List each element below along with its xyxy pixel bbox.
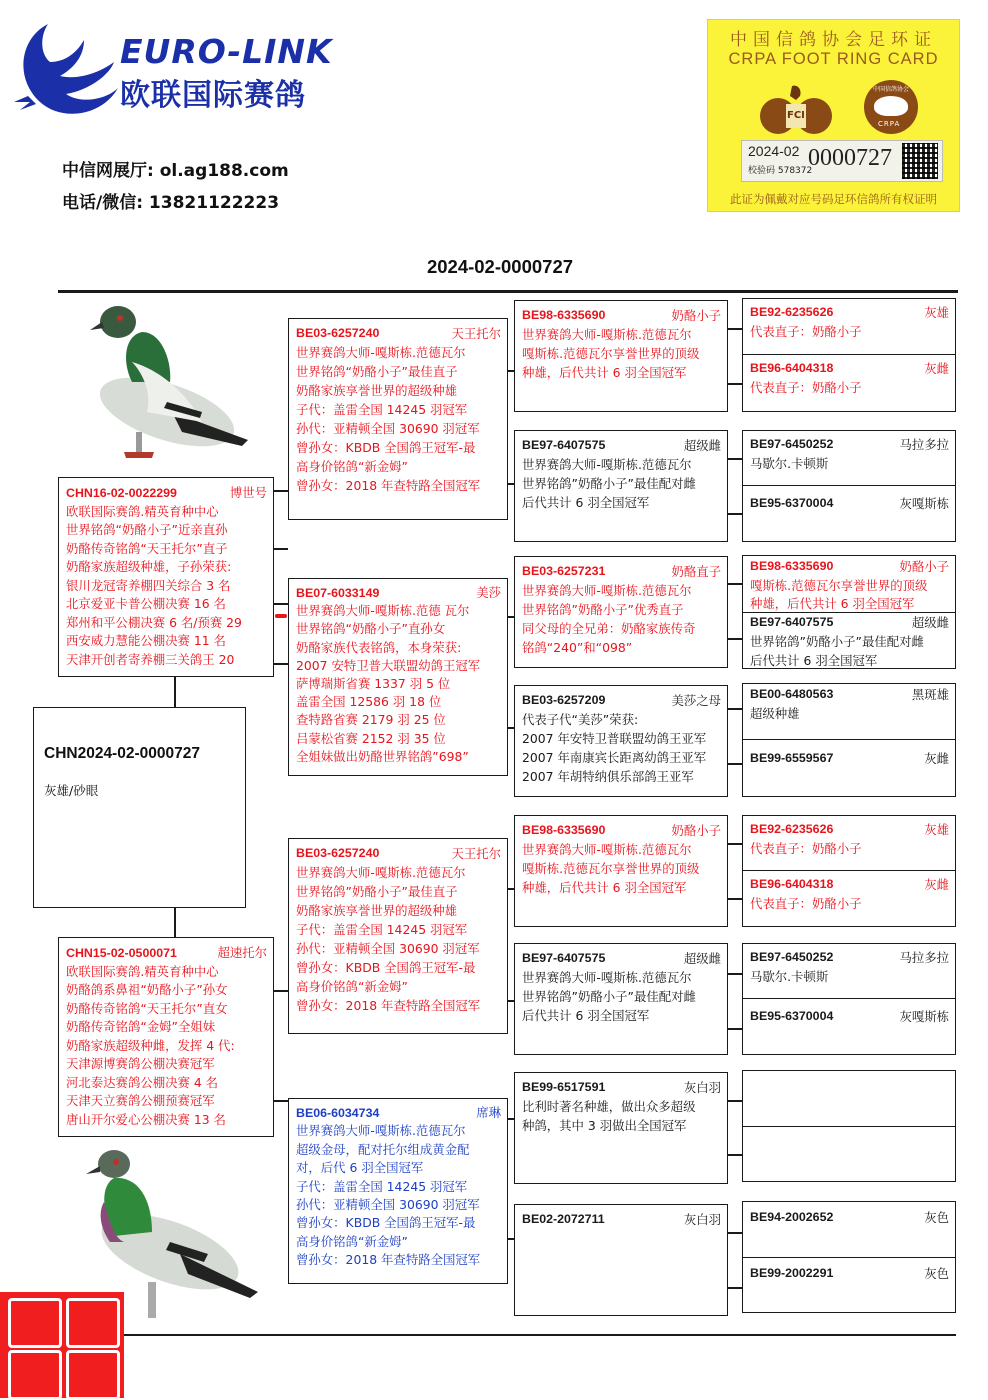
pedigree-line: 孙代：亚精顿全国 30690 羽冠军 [296,941,480,956]
ring-number: BE02-2072711 [522,1212,605,1226]
ring-code-panel [741,140,943,182]
pedigree-line: 世界铭鸽”奶酪小子”最佳配对雌 [750,634,924,649]
pigeon-name: 灰嘎斯栋 [899,1009,949,1024]
pigeon-name: 天王托尔 [451,846,501,861]
gen4-pair [742,683,956,797]
footer-rule [100,1334,956,1336]
pigeon-name: 灰色 [924,1266,949,1281]
logo-text-en: EURO-LINK [120,32,333,71]
ring-number: BE97-6407575 [750,615,834,629]
pigeon-photo-top [72,292,252,472]
pedigree-line: 查特路省赛 2179 羽 25 位 [296,712,446,728]
connector [274,1100,288,1102]
pedigree-line: 嘎斯栋.范德瓦尔享誉世界的顶级 [522,861,700,876]
red-pointer-mark [275,614,287,618]
pedigree-line: 后代共计 6 羽全国冠军 [522,1008,650,1023]
logo-text-cn: 欧联国际赛鸽 [120,78,306,113]
pedigree-line: 比利时著名种雄，做出众多超级 [522,1099,696,1114]
connector [728,1232,742,1234]
pedigree-line: 世界赛鸽大师-嘎斯栋.范德瓦尔 [522,842,692,857]
pigeon-name: 灰嘎斯栋 [899,496,949,511]
pedigree-line: 曾孙女：KBDB 全国鸽王冠军-最 [296,440,476,455]
dove-logo-icon [10,18,122,118]
pedigree-line: 后代共计 6 羽全国冠军 [522,495,650,510]
pedigree-line: 世界铭鸽”奶酪小子”最佳配对雌 [522,989,696,1004]
pigeon-name: 天王托尔 [451,326,501,341]
gen2-box-dam-sire [288,838,508,1034]
pedigree-line: 种雄，后代共计 6 羽全国冠军 [522,365,687,380]
foot-ring-card [707,19,960,212]
pedigree-line: 世界赛鸽大师-嘎斯栋.范德瓦尔 [296,345,466,360]
sire-box [58,477,274,677]
pedigree-line: 代表直子：奶酪小子 [750,896,862,911]
pedigree-line: 2007 年胡特纳俱乐部鸽王亚军 [522,769,694,784]
pedigree-line: 孙代：亚精顿全国 30690 羽冠军 [296,1197,480,1213]
sire-line: 天津开创者寄养棚三关鸽王 20 [66,651,235,667]
subject-ring: CHN2024-02-0000727 [44,745,200,762]
check-code: 校验码 578372 [748,166,813,176]
dam-line: 奶酪传奇铭鸽“金姆”全姐妹 [66,1019,216,1034]
ring-number: BE97-6407575 [522,438,606,452]
gen3-box [514,300,728,412]
pedigree-line: 子代：盖雷全国 14245 羽冠军 [296,1178,468,1194]
pigeon-name: 马拉多拉 [899,437,949,452]
pedigree-line: 奶酪家族享誉世界的超级种雄 [296,903,458,918]
pedigree-title: 2024-02-0000727 [426,256,574,277]
connector [728,708,742,710]
pigeon-name: 美莎之母 [671,693,721,708]
pigeon-name: 黑斑雄 [911,687,949,702]
gen4-pair-empty [742,1070,956,1182]
pigeon-name: 奶酪小子 [671,308,721,323]
ring-number: BE99-6559567 [750,751,834,765]
ring-number: BE94-2002652 [750,1210,834,1224]
euro-link-logo [10,18,370,118]
connector [728,1100,742,1102]
connector [728,1028,742,1030]
connector [728,1287,742,1289]
ring-number: BE97-6450252 [750,950,834,964]
pedigree-line: 世界赛鸽大师-嘎斯栋.范德瓦尔 [522,583,692,598]
dam-line: 河北泰达赛鸽公棚决赛 4 名 [66,1074,219,1090]
ring-number: BE03-6257240 [296,326,380,340]
pedigree-line: 世界赛鸽大师-嘎斯栋.范德瓦尔 [296,1123,466,1139]
gen3-box [514,685,728,797]
pedigree-line: 萨博瑞斯省赛 1337 羽 5 位 [296,676,451,692]
pedigree-line: 世界赛鸽大师-嘎斯栋.范德瓦尔 [522,457,692,472]
crpa-logo-ring-text: 中国信鸽协会 [873,86,910,93]
sire-line: 北京爱亚卡普公棚决赛 16 名 [66,596,226,611]
connector [274,548,288,550]
pigeon-name: 奶酪小子 [671,823,721,838]
ring-number: BE06-6034734 [296,1106,380,1120]
sire-line: 奶酪传奇铭鸽“天王托尔”直子 [66,540,228,556]
pedigree-line: 吕蒙松省赛 2152 羽 35 位 [296,730,446,746]
ring-card-footer: 此证为佩戴对应号码足环信鸽所有权证明 [730,192,937,206]
connector [728,383,742,385]
subject-desc: 灰雄/砂眼 [44,783,99,798]
ring-number: BE92-6235626 [750,822,834,836]
pedigree-line: 盖雷全国 12586 羽 18 位 [296,694,442,710]
pedigree-line: 超级金母，配对托尔组成黄金配 [296,1141,470,1157]
connector [728,898,742,900]
pigeon-name: 美莎 [476,585,501,600]
pedigree-line: 马歇尔.卡顿斯 [750,969,829,984]
ring-number: BE99-6517591 [522,1080,606,1094]
pedigree-line: 世界赛鸽大师-嘎斯栋.范德瓦尔 [522,327,692,342]
gen3-box [514,1072,728,1184]
sire-line: 欧联国际赛鸽.精英育种中心 [66,503,219,519]
dam-line: 天津天立赛鸽公棚预赛冠军 [66,1093,215,1108]
dam-line: 欧联国际赛鸽.精英育种中心 [66,963,219,979]
connector [728,458,742,460]
dam-line: 唐山开尔爱心公棚决赛 13 名 [66,1111,226,1127]
subject-pigeon-box [33,707,246,908]
pedigree-line: 对，后代 6 羽全国冠军 [296,1160,424,1176]
ring-number: 0000727 [808,145,892,171]
pedigree-line: 后代共计 6 羽全国冠军 [750,653,878,668]
pedigree-line: 代表直子：奶酪小子 [750,324,862,339]
gen4-pair [742,555,956,669]
ring-number: BE03-6257240 [296,846,380,860]
pigeon-name: 灰雄 [924,305,949,320]
fci-logo-icon [758,82,834,136]
pigeon-name: 灰白羽 [683,1212,721,1227]
ring-number: BE07-6033149 [296,586,380,600]
gen4-pair [742,430,956,542]
ring-card-title-cn: 中国信鸽协会足环证 [730,30,937,50]
gen4-pair [742,815,956,927]
crpa-logo-text: CRPA [878,120,901,128]
ring-number: BE99-2002291 [750,1266,834,1280]
pedigree-line: 2007 安特卫普大联盟幼鸽王冠军 [296,657,481,673]
ring-number: BE95-6370004 [750,1009,834,1023]
pigeon-name: 灰雌 [924,361,949,376]
pigeon-name: 奶酪小子 [899,559,949,574]
pedigree-line: 子代：盖雷全国 14245 羽冠军 [296,922,468,937]
ring-number: BE98-6335690 [522,308,606,322]
connector [728,328,742,330]
pigeon-name: 马拉多拉 [899,950,949,965]
connector [274,990,288,992]
pedigree-line: 世界铭鸽“奶酪小子”直孙女 [296,621,446,637]
dam-line: 天津源博赛鸽公棚决赛冠军 [66,1056,215,1071]
pedigree-line: 马歇尔.卡顿斯 [750,456,829,471]
ring-number: BE97-6450252 [750,437,834,451]
pedigree-line: 世界铭鸽”奶酪小子”最佳直子 [296,884,458,899]
ring-number: BE03-6257209 [522,693,606,707]
pedigree-line: 2007 年南康宾长距离幼鸽王亚军 [522,750,707,765]
pedigree-line: 高身价铭鸽“新金姆” [296,459,408,474]
pedigree-line: 高身价铭鸽“新金姆” [296,979,408,994]
pedigree-line: 曾孙女：2018 年查特路全国冠军 [296,998,481,1013]
gen4-pair [742,298,956,412]
ring-number: BE97-6407575 [522,951,606,965]
pigeon-name: 灰色 [924,1210,949,1225]
pigeon-name: 灰雄 [924,822,949,837]
pedigree-line: 孙代：亚精顿全国 30690 羽冠军 [296,421,480,436]
sire-line: 西安威力慧能公棚决赛 11 名 [66,633,226,648]
pedigree-line: 代表直子：奶酪小子 [750,841,862,856]
sire-line: 世界铭鸽“奶酪小子”近亲直孙 [66,522,228,537]
pedigree-line: 代表直子：奶酪小子 [750,380,862,395]
pigeon-name: 灰雌 [924,751,949,766]
gen4-pair [742,943,956,1055]
pigeon-name: 奶酪直子 [671,564,721,579]
pedigree-line: 世界铭鸽“奶酪小子”最佳直子 [296,364,458,379]
pigeon-name: 超级雌 [683,951,721,966]
gen3-box [514,430,728,542]
connector [174,677,176,707]
pedigree-line: 种雄，后代共计 6 羽全国冠军 [750,596,915,611]
ring-number: BE03-6257231 [522,564,606,578]
crpa-logo-icon [864,80,918,134]
gen3-box [514,943,728,1055]
pigeon-name: 超级雌 [683,438,721,453]
dam-ring: CHN15-02-0500071 [66,946,177,960]
connector [728,843,742,845]
pigeon-name: 灰雌 [924,877,949,892]
pigeon-name: 灰白羽 [683,1080,721,1095]
connector [274,490,288,492]
gen4-pair [742,1201,956,1313]
pedigree-line: 嘎斯栋.范德瓦尔享誉世界的顶级 [522,346,700,361]
ring-number: BE95-6370004 [750,496,834,510]
qr-code-icon [902,143,938,179]
pedigree-line: 曾孙女：2018 年查特路全国冠军 [296,1252,481,1268]
ring-number: BE92-6235626 [750,305,834,319]
gen2-box-sire-sire [288,318,508,520]
sire-line: 银川龙冠寄养棚四关综合 3 名 [66,577,231,593]
pedigree-line: 子代：盖雷全国 14245 羽冠军 [296,402,468,417]
pedigree-line: 2007 年安特卫普联盟幼鸽王亚军 [522,731,707,746]
connector [174,908,176,938]
ring-number: BE00-6480563 [750,687,834,701]
gen3-box [514,556,728,668]
pedigree-line: 世界赛鸽大师-嘎斯栋.范德瓦尔 [296,865,466,880]
pedigree-line: 曾孙女：KBDB 全国鸽王冠军-最 [296,1215,476,1231]
pedigree-line: 高身价铭鸽“新金姆” [296,1233,408,1249]
pedigree-line: 同父母的全兄弟：奶酪家族传奇 [522,621,696,636]
gen2-box-dam-dam [288,1098,508,1284]
gen2-box-sire-dam [288,578,508,776]
pedigree-line: 世界赛鸽大师-嘎斯栋.范德 瓦尔 [296,603,470,619]
gen3-box [514,815,728,927]
pigeon-name: 席琳 [476,1105,501,1120]
sire-name: 博世号 [229,485,267,500]
red-seal-stamp [0,1292,124,1398]
connector [728,638,742,640]
pigeon-name: 超级雌 [911,615,949,630]
pedigree-line: 超级种雄 [750,706,800,721]
pedigree-line: 奶酪家族享誉世界的超级种雄 [296,383,458,398]
pedigree-line: 代表子代“美莎”荣获: [522,712,639,727]
connector [728,513,742,515]
connector [728,973,742,975]
dam-name: 超速托尔 [217,945,267,960]
pedigree-line: 铭鸽“240”和“098” [522,640,633,655]
pedigree-line: 全姐妹做出奶酪世界铭鸽”698” [296,748,469,764]
connector [728,763,742,765]
contact-web: 中信网展厅: ol.ag188.com [62,161,289,181]
pedigree-line: 种雄，后代共计 6 羽全国冠军 [522,880,687,895]
connector [274,663,288,665]
dam-box [58,937,274,1137]
ring-year: 2024-02 [748,143,800,159]
contact-phone: 电话/微信: 13821122223 [62,193,280,213]
sire-line: 奶酪家族超级种雄，子孙荣获: [66,559,232,574]
sire-line: 郑州和平公棚决赛 6 名/预赛 29 [66,614,242,630]
pedigree-line: 世界赛鸽大师-嘎斯栋.范德瓦尔 [522,970,692,985]
pedigree-line: 世界铭鸽”奶酪小子”最佳配对雌 [522,476,696,491]
dam-line: 奶酪传奇铭鸽“天王托尔”直女 [66,1000,228,1016]
pedigree-line: 嘎斯栋.范德瓦尔享誉世界的顶级 [750,578,928,593]
ring-card-title-en: CRPA FOOT RING CARD [728,50,939,68]
connector [728,583,742,585]
connector [274,603,288,605]
dam-line: 奶酪鸽系鼻祖“奶酪小子”孙女 [66,982,228,997]
pedigree-line: 世界铭鸽”奶酪小子”优秀直子 [522,602,684,617]
ring-number: BE96-6404318 [750,361,834,375]
ring-number: BE98-6335690 [522,823,606,837]
ring-number: BE98-6335690 [750,559,834,573]
fci-logo-text: FCI [787,110,805,121]
pedigree-line: 曾孙女：2018 年查特路全国冠军 [296,478,481,493]
dam-line: 奶酪家族超级种雌，发挥 4 代: [66,1037,235,1053]
sire-ring: CHN16-02-0022299 [66,486,177,500]
connector [728,1154,742,1156]
gen3-box [514,1204,728,1316]
pedigree-line: 奶酪家族代表铭鸽，本身荣获: [296,639,462,655]
pedigree-line: 曾孙女：KBDB 全国鸽王冠军-最 [296,960,476,975]
ring-number: BE96-6404318 [750,877,834,891]
pedigree-line: 种鸽，其中 3 羽做出全国冠军 [522,1118,687,1133]
